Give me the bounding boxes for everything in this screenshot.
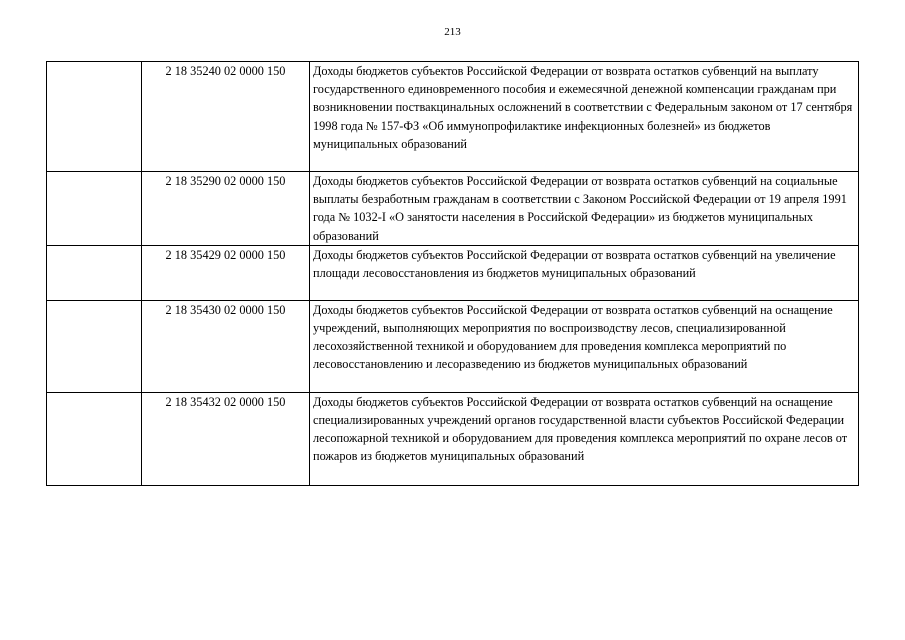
description-cell: Доходы бюджетов субъектов Российской Федерации от возврата остатков субвенций на увеличение площади лесовосстановления из бюджетов муниципальных образований <box>310 245 859 300</box>
table-row <box>47 300 859 392</box>
budget-code-cell: 2 18 35430 02 0000 150 <box>142 300 310 392</box>
table-row <box>47 172 859 246</box>
table-row <box>47 245 859 300</box>
budget-code-cell: 2 18 35432 02 0000 150 <box>142 392 310 485</box>
table-row <box>47 392 859 485</box>
table-row <box>47 62 859 172</box>
row-number-cell <box>47 245 142 300</box>
row-number-cell <box>47 392 142 485</box>
row-number-cell <box>47 300 142 392</box>
description-cell: Доходы бюджетов субъектов Российской Федерации от возврата остатков субвенций на выплату государственного единовременного пособия и ежемесячной денежной компенсации гражданам при возникновении поствакцинальных осложнений в соответствии с Федеральным законом от 17 сентября 1998 года № 157-ФЗ «Об иммунопрофилактике инфекционных болезней» из бюджетов муниципальных образований <box>310 62 859 172</box>
budget-code-cell: 2 18 35429 02 0000 150 <box>142 245 310 300</box>
row-number-cell <box>47 62 142 172</box>
description-cell: Доходы бюджетов субъектов Российской Федерации от возврата остатков субвенций на оснащение специализированных учреждений органов государственной власти субъектов Российской Федерации лесопожарной техникой и оборудованием для проведения комплекса мероприятий по охране лесов от пожаров из бюджетов муниципальных образований <box>310 392 859 485</box>
row-number-cell <box>47 172 142 246</box>
description-cell: Доходы бюджетов субъектов Российской Федерации от возврата остатков субвенций на оснащение учреждений, выполняющих мероприятия по воспроизводству лесов, специализированной лесохозяйственной техникой и оборудованием для проведения комплекса мероприятий по лесовосстановлению и лесоразведению из бюджетов муниципальных образований <box>310 300 859 392</box>
page-number: 213 <box>444 26 461 38</box>
budget-code-cell: 2 18 35240 02 0000 150 <box>142 62 310 172</box>
revenue-codes-table <box>46 61 859 486</box>
description-cell: Доходы бюджетов субъектов Российской Федерации от возврата остатков субвенций на социальные выплаты безработным гражданам в соответствии с Законом Российской Федерации от 19 апреля 1991 года № 1032-I «О занятости населения в Российской Федерации» из бюджетов муниципальных образований <box>310 172 859 246</box>
budget-code-cell: 2 18 35290 02 0000 150 <box>142 172 310 246</box>
